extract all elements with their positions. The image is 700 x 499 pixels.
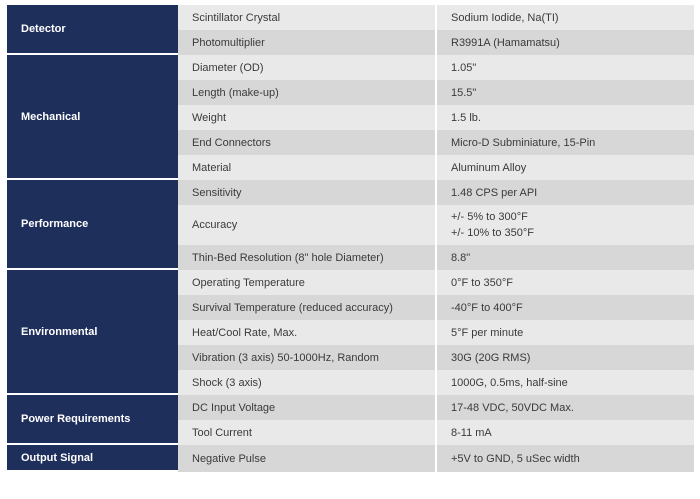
value-cell (436, 320, 694, 345)
property-cell: Length (make-up) (178, 80, 436, 105)
value-line: +/- 10% to 350°F (451, 227, 534, 239)
property-cell: Sensitivity (178, 180, 436, 205)
value-line: Sodium Iodide, Na(TI) (451, 11, 559, 24)
table-row (7, 445, 694, 472)
property-cell: Heat/Cool Rate, Max. (178, 320, 436, 345)
property-cell: Scintillator Crystal (178, 5, 436, 30)
value-line: 8-11 mA (451, 426, 492, 439)
value-line: 0°F to 350°F (451, 276, 513, 289)
value-cell (436, 55, 694, 80)
property-cell: Weight (178, 105, 436, 130)
value-cell (436, 270, 694, 295)
value-cell (436, 130, 694, 155)
value-line: 5°F per minute (451, 326, 524, 339)
property-cell: End Connectors (178, 130, 436, 155)
property-cell: Tool Current (178, 420, 436, 445)
property-cell: Photomultiplier (178, 30, 436, 55)
table-row (7, 180, 694, 205)
value-line: 1.48 CPS per API (451, 186, 538, 199)
value-line: 8.8" (451, 251, 471, 264)
table-row (7, 55, 694, 80)
value-cell (436, 445, 694, 472)
value-cell (436, 180, 694, 205)
value-cell (436, 30, 694, 55)
category-cell: Mechanical (7, 55, 178, 180)
value-cell (436, 5, 694, 30)
value-cell (436, 105, 694, 130)
value-line: 15.5" (451, 86, 477, 99)
category-cell: Detector (7, 5, 178, 55)
value-cell (436, 245, 694, 270)
value-cell (436, 80, 694, 105)
table-row (7, 270, 694, 295)
value-cell (436, 370, 694, 395)
value-line: +5V to GND, 5 uSec width (451, 452, 580, 465)
value-line: R3991A (Hamamatsu) (451, 36, 560, 49)
value-line: -40°F to 400°F (451, 301, 523, 314)
property-cell: Vibration (3 axis) 50-1000Hz, Random (178, 345, 436, 370)
property-cell: Accuracy (178, 205, 436, 245)
value-cell (436, 395, 694, 420)
specifications-body (7, 5, 694, 472)
property-cell: Material (178, 155, 436, 180)
value-cell (436, 205, 694, 245)
property-cell: Negative Pulse (178, 445, 436, 472)
value-line: 17-48 VDC, 50VDC Max. (451, 401, 574, 414)
category-cell: Power Requirements (7, 395, 178, 445)
value-cell (436, 155, 694, 180)
value-line: Aluminum Alloy (451, 161, 527, 174)
specifications-table (7, 5, 694, 472)
table-row (7, 5, 694, 30)
category-cell: Output Signal (7, 445, 178, 472)
value-line: Micro-D Subminiature, 15-Pin (451, 136, 596, 149)
value-cell (436, 420, 694, 445)
value-line: 1.5 lb. (451, 111, 481, 124)
category-cell: Performance (7, 180, 178, 270)
property-cell: DC Input Voltage (178, 395, 436, 420)
value-cell (436, 295, 694, 320)
value-line: 30G (20G RMS) (451, 351, 531, 364)
value-line: 1000G, 0.5ms, half-sine (451, 376, 568, 389)
property-cell: Operating Temperature (178, 270, 436, 295)
property-cell: Shock (3 axis) (178, 370, 436, 395)
property-cell: Survival Temperature (reduced accuracy) (178, 295, 436, 320)
property-cell: Thin-Bed Resolution (8" hole Diameter) (178, 245, 436, 270)
table-row (7, 395, 694, 420)
property-cell: Diameter (OD) (178, 55, 436, 80)
value-cell (436, 345, 694, 370)
category-cell: Environmental (7, 270, 178, 395)
value-line: 1.05" (451, 61, 477, 74)
value-line: +/- 5% to 300°F (451, 211, 528, 223)
